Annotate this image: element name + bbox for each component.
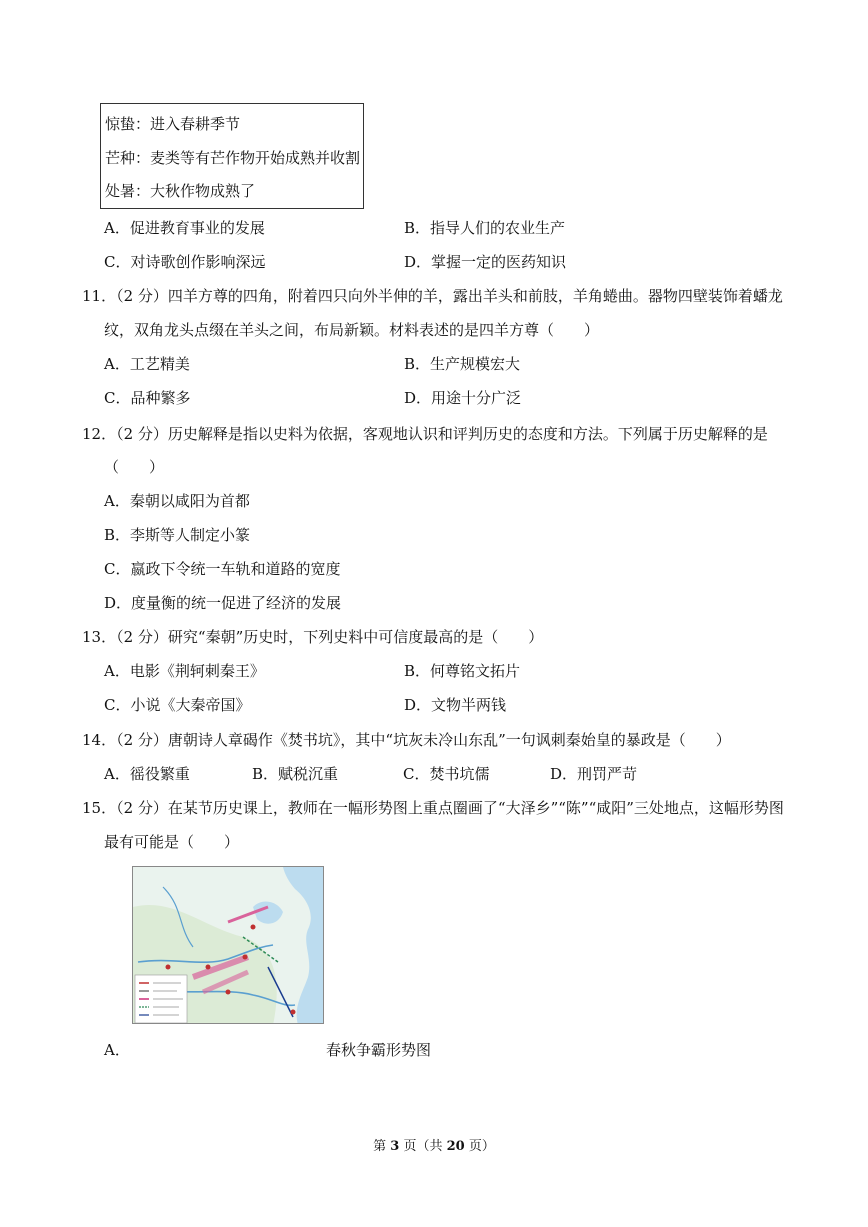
material-box bbox=[100, 103, 364, 209]
q12-stem-line2: （ ） bbox=[104, 458, 165, 476]
q15-option-a-label: A． bbox=[104, 1041, 130, 1059]
map-drawing bbox=[133, 867, 324, 1024]
city-dot bbox=[243, 955, 248, 960]
q13-option-c: C．小说《大秦帝国》 bbox=[104, 696, 251, 714]
city-dot bbox=[206, 965, 211, 970]
q11-option-b: B．生产规模宏大 bbox=[404, 355, 521, 373]
footer-page-number: 3 bbox=[390, 1139, 400, 1154]
q11-option-d: D．用途十分广泛 bbox=[404, 389, 522, 407]
q12-stem-line1: 12．（2 分）历史解释是指以史料为依据，客观地认识和评判历史的态度和方法。下列属于历史解释的是 bbox=[82, 425, 768, 443]
footer-total-pages: 20 bbox=[446, 1139, 465, 1154]
q11-option-a: A．工艺精美 bbox=[104, 355, 190, 373]
q12-option-a: A．秦朝以咸阳为首都 bbox=[104, 492, 250, 510]
footer-post: 页） bbox=[464, 1139, 495, 1154]
city-dot bbox=[251, 925, 256, 930]
q10-option-a: A．促进教育事业的发展 bbox=[104, 219, 265, 237]
q11-stem-line2: 纹，双角龙头点缀在羊头之间，布局新颖。材料表述的是四羊方尊（ ） bbox=[104, 321, 600, 339]
q14-stem: 14．（2 分）唐朝诗人章碣作《焚书坑》，其中“坑灰未冷山东乱”一句讽刺秦始皇的暴政是（ ） bbox=[82, 731, 731, 749]
q14-option-a: A．徭役繁重 bbox=[104, 765, 190, 783]
sea-shape bbox=[283, 867, 324, 1024]
q12-option-d: D．度量衡的统一促进了经济的发展 bbox=[104, 594, 342, 612]
q11-option-c: C．品种繁多 bbox=[104, 389, 191, 407]
q14-option-b: B．赋税沉重 bbox=[252, 765, 339, 783]
spring-autumn-map-image bbox=[132, 866, 324, 1024]
q11-stem-line1: 11．（2 分）四羊方尊的四角，附着四只向外半伸的羊，露出羊头和前肢，羊角蜷曲。器物四壁装饰着蟠龙 bbox=[82, 287, 783, 305]
q14-option-d: D．刑罚严苛 bbox=[550, 765, 638, 783]
footer-pre: 第 bbox=[373, 1139, 391, 1154]
city-dot bbox=[166, 965, 171, 970]
q13-option-a: A．电影《荆轲刺秦王》 bbox=[104, 662, 265, 680]
q15-option-a-caption: 春秋争霸形势图 bbox=[326, 1041, 432, 1059]
q13-option-b: B．何尊铭文拓片 bbox=[404, 662, 521, 680]
q13-stem: 13．（2 分）研究“秦朝”历史时，下列史料中可信度最高的是（ ） bbox=[82, 628, 544, 646]
q14-option-c: C．焚书坑儒 bbox=[403, 765, 490, 783]
q10-option-d: D．掌握一定的医药知识 bbox=[404, 253, 567, 271]
material-line-chushu: 处暑：大秋作物成熟了 bbox=[105, 182, 256, 200]
q12-option-c: C．嬴政下令统一车轨和道路的宽度 bbox=[104, 560, 341, 578]
footer-mid: 页（共 bbox=[399, 1139, 447, 1154]
q10-option-c: C．对诗歌创作影响深远 bbox=[104, 253, 266, 271]
bay-shape bbox=[253, 902, 283, 924]
material-line-jingzhe: 惊蛰：进入春耕季节 bbox=[105, 115, 241, 133]
material-line-mangzhong: 芒种：麦类等有芒作物开始成熟并收割 bbox=[105, 149, 361, 167]
q15-stem-line1: 15．（2 分）在某节历史课上，教师在一幅形势图上重点圈画了“大泽乡”“陈”“咸阳”三处地点，这幅形势图 bbox=[82, 799, 784, 817]
city-dot bbox=[226, 990, 231, 995]
city-dot bbox=[291, 1010, 296, 1015]
page-footer bbox=[0, 1138, 868, 1156]
q15-stem-line2: 最有可能是（ ） bbox=[104, 833, 240, 851]
q13-option-d: D．文物半两钱 bbox=[404, 696, 507, 714]
q12-option-b: B．李斯等人制定小篆 bbox=[104, 526, 251, 544]
q10-option-b: B．指导人们的农业生产 bbox=[404, 219, 566, 237]
